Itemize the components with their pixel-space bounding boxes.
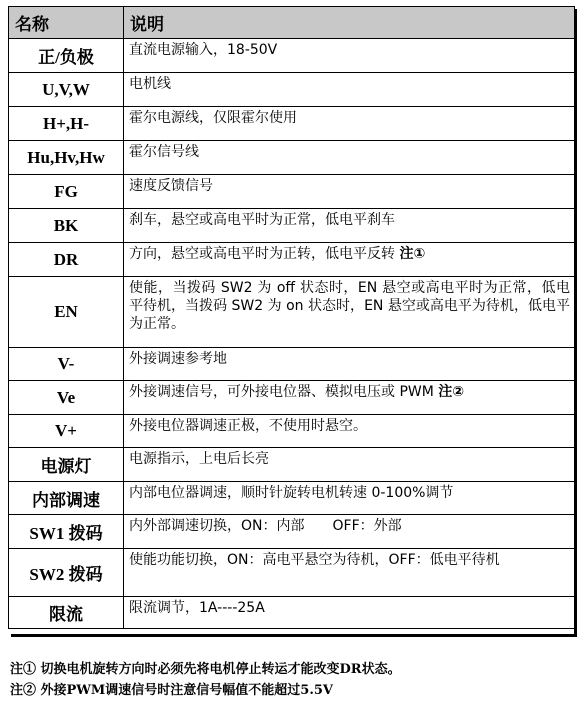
row-name: 正/负极: [9, 39, 124, 73]
row-name: 电源灯: [9, 448, 124, 482]
row-name: 限流: [9, 597, 124, 629]
table-row: [9, 39, 575, 73]
table-row: [9, 141, 575, 175]
row-desc: 内部电位器调速，顺时针旋转电机转速 0-100%调节: [124, 482, 575, 515]
row-name: 内部调速: [9, 482, 124, 515]
footnote-1: 注① 切换电机旋转方向时必须先将电机停止转运才能改变DR状态。: [10, 662, 401, 677]
row-desc: 方向，悬空或高电平时为正转，低电平反转 注①: [124, 243, 575, 277]
spec-table: [8, 6, 575, 629]
row-name: U,V,W: [9, 73, 124, 107]
row-desc: 使能功能切换，ON：高电平悬空为待机，OFF：低电平待机: [124, 549, 575, 597]
row-desc: 电机线: [124, 73, 575, 107]
row-name: EN: [9, 277, 124, 348]
table-row: [9, 381, 575, 415]
row-name: DR: [9, 243, 124, 277]
table-shadow-bottom: [11, 634, 577, 637]
row-name: BK: [9, 209, 124, 243]
note-ref: 注①: [399, 246, 426, 262]
table-row: [9, 277, 575, 348]
row-desc: 速度反馈信号: [124, 175, 575, 209]
row-name: H+,H-: [9, 107, 124, 141]
table-row: [9, 515, 575, 549]
table-header-row: [9, 7, 575, 39]
row-name: Hu,Hv,Hw: [9, 141, 124, 175]
footnotes: [10, 659, 575, 701]
table-row: [9, 107, 575, 141]
table-row: [9, 549, 575, 597]
row-desc: 内外部调速切换，ON：内部 OFF：外部: [124, 515, 575, 549]
table-row: [9, 209, 575, 243]
row-name: FG: [9, 175, 124, 209]
row-desc: 霍尔信号线: [124, 141, 575, 175]
row-desc: 外接调速信号，可外接电位器、模拟电压或 PWM 注②: [124, 381, 575, 415]
footnote-2: 注② 外接PWM调速信号时注意信号幅值不能超过5.5V: [10, 683, 333, 698]
table-row: [9, 73, 575, 107]
row-desc: 外接电位器调速正极，不使用时悬空。: [124, 415, 575, 448]
row-name: Ve: [9, 381, 124, 415]
header-name: 名称: [9, 7, 124, 39]
row-desc: 刹车，悬空或高电平时为正常，低电平刹车: [124, 209, 575, 243]
row-name: SW1 拨码: [9, 515, 124, 549]
note-ref: 注②: [438, 384, 465, 400]
row-name: SW2 拨码: [9, 549, 124, 597]
row-name: V+: [9, 415, 124, 448]
table-row: [9, 243, 575, 277]
table-row: [9, 482, 575, 515]
row-desc: 限流调节，1A----25A: [124, 597, 575, 629]
row-desc: 电源指示，上电后长亮: [124, 448, 575, 482]
table-row: [9, 175, 575, 209]
header-desc: 说明: [124, 7, 575, 39]
table-row: [9, 415, 575, 448]
table-row: [9, 348, 575, 381]
table-row: [9, 448, 575, 482]
row-name: V-: [9, 348, 124, 381]
row-desc: 使能，当拨码 SW2 为 off 状态时，EN 悬空或高电平时为正常，低电平待机，当拨码 SW2 为 on 状态时，EN 悬空或高电平为待机，低电平为正常。: [124, 277, 575, 348]
row-desc: 直流电源输入，18-50V: [124, 39, 575, 73]
table-row: [9, 597, 575, 629]
table-shadow-right: [574, 9, 577, 637]
row-desc: 外接调速参考地: [124, 348, 575, 381]
row-desc: 霍尔电源线，仅限霍尔使用: [124, 107, 575, 141]
